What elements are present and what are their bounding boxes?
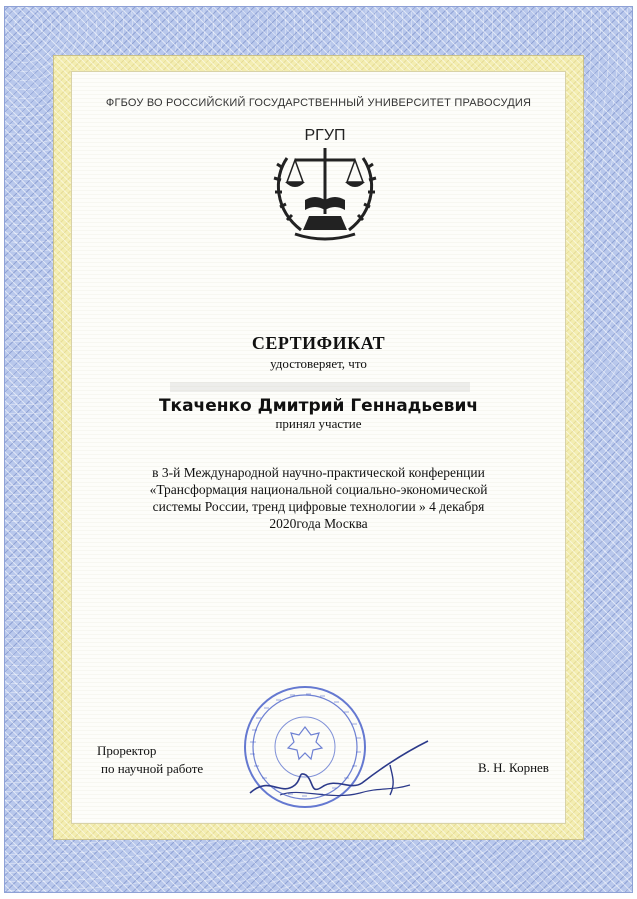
conference-line: системы России, тренд цифровые технологии » 4 декабря: [152, 499, 485, 514]
certificate-title: СЕРТИФИКАТ: [251, 333, 386, 353]
conference-line: 2020года Москва: [269, 516, 368, 531]
conference-description: [0, 464, 637, 532]
handwritten-signature-icon: [240, 735, 440, 805]
participation-text: принял участие: [275, 416, 362, 431]
certificate-subtitle: удостоверяет, что: [270, 356, 367, 371]
conference-line: «Трансформация национальной социально-экономической: [149, 482, 488, 497]
logo-text: РГУП: [304, 127, 346, 144]
recipient-name: Ткаченко Дмитрий Геннадьевич: [158, 396, 479, 416]
signatory-position: [97, 742, 203, 778]
signatory-name: В. Н. Корнев: [478, 760, 549, 775]
signatory-position-line: Проректор: [97, 743, 157, 758]
university-name: ФГБОУ ВО РОССИЙСКИЙ ГОСУДАРСТВЕННЫЙ УНИВЕРСИТЕТ ПРАВОСУДИЯ: [105, 97, 532, 109]
conference-line: в 3-й Международной научно-практической конференции: [152, 465, 485, 480]
signatory-position-line: по научной работе: [101, 761, 204, 776]
scales-of-justice-icon: [265, 118, 385, 246]
faint-background-imprint: [170, 382, 470, 392]
